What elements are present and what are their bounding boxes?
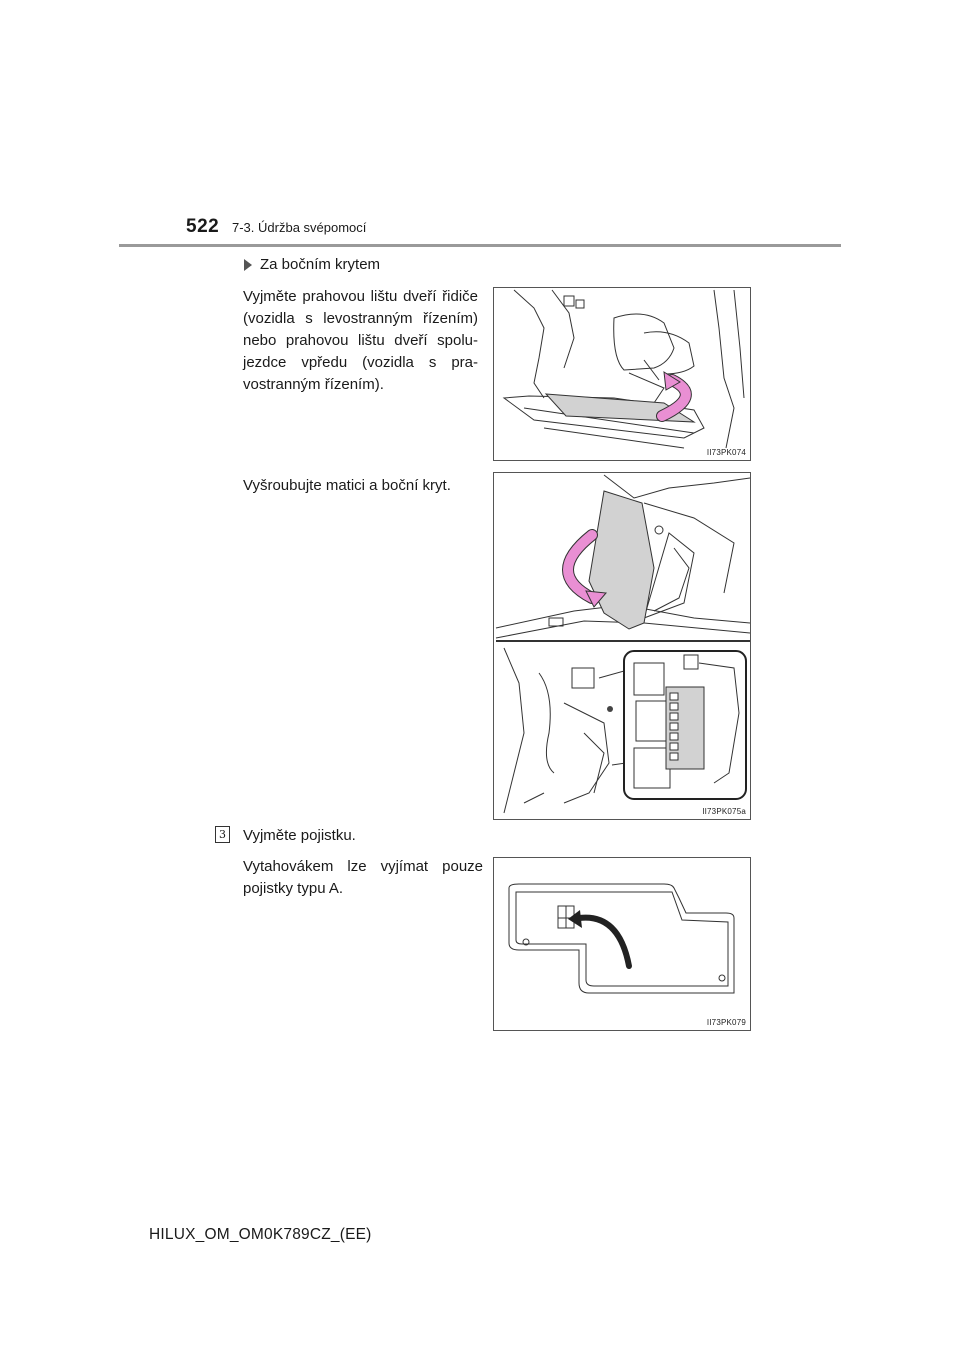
fuse-cover-illustration — [494, 858, 750, 1030]
paragraph-fuse-puller: Vytahovákem lze vyjímat pouze pojistky typu A. — [243, 858, 483, 897]
side-cover-illustration — [494, 473, 750, 819]
figure-fuse-puller — [493, 857, 751, 1031]
scuff-plate-illustration — [494, 288, 750, 460]
figure-side-cover — [493, 472, 751, 820]
paragraph-remove-scuff-plate: Vyjměte prahovou lištu dveří řidiče (vozidla s levostranným řízením) nebo prahovou lištu dveří spolu-jezdce vpředu (vozidla s pra-vostranným řízením). — [243, 288, 478, 393]
paragraph-remove-nut-cover: Vyšroubujte matici a boční kryt. — [243, 477, 451, 494]
step-text: Vyjměte pojistku. — [243, 827, 356, 844]
figure-code: II73PK079 — [706, 1018, 746, 1027]
document-code: HILUX_OM_OM0K789CZ_(EE) — [149, 1226, 372, 1243]
bullet-heading — [244, 256, 380, 273]
step-number-box: 3 — [215, 826, 230, 843]
bullet-heading-text: Za bočním krytem — [260, 256, 381, 273]
section-title: 7-3. Údržba svépomocí — [232, 220, 367, 235]
page-number: 522 — [186, 216, 220, 237]
figure-scuff-plate — [493, 287, 751, 461]
header-rule — [119, 244, 841, 247]
triangle-bullet-icon — [244, 259, 252, 271]
figure-code: II73PK075a — [702, 807, 746, 816]
figure-code: II73PK074 — [706, 448, 746, 457]
